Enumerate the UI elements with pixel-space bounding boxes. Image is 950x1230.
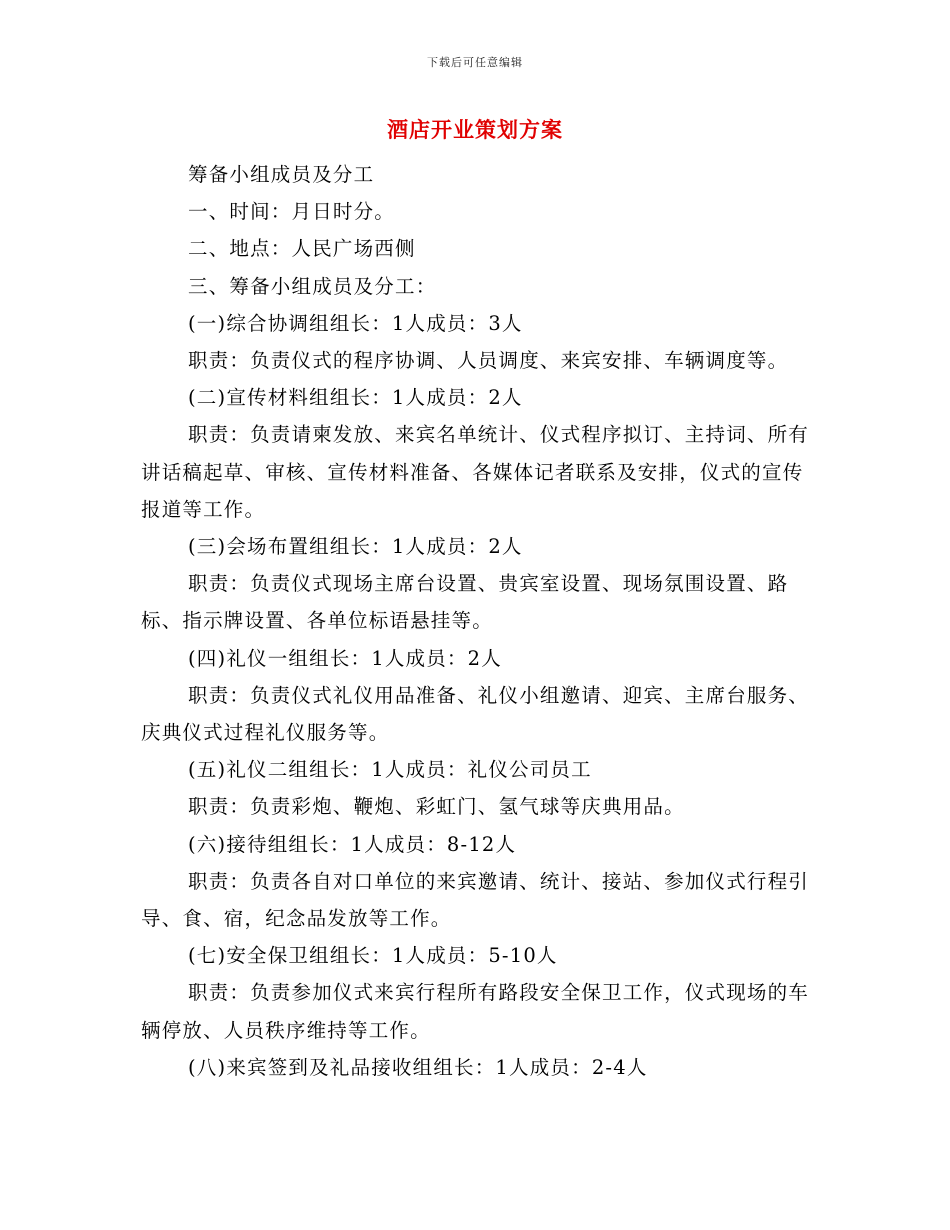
paragraph-group-1: (一)综合协调组组长：1人成员：3人	[188, 311, 523, 335]
paragraph-duty-6: 职责：负责各自对口单位的来宾邀请、统计、接站、参加仪式行程引导、食、宿，纪念品发放等工作。	[141, 869, 810, 931]
paragraph-group-3: (三)会场布置组组长：1人成员：2人	[188, 535, 523, 559]
paragraph-duty-7: 职责：负责参加仪式来宾行程所有路段安全保卫工作，仪式现场的车辆停放、人员秩序维持等工作。	[141, 981, 810, 1042]
paragraph-group-6: (六)接待组组长：1人成员：8-12人	[188, 832, 517, 856]
paragraph-members-heading: 三、筹备小组成员及分工：	[188, 274, 437, 298]
header-note: 下载后可任意编辑	[427, 56, 523, 69]
paragraph-group-4: (四)礼仪一组组长：1人成员：2人	[188, 646, 502, 670]
paragraph-group-8: (八)来宾签到及礼品接收组组长：1人成员：2-4人	[188, 1055, 648, 1079]
paragraph-duty-4: 职责：负责仪式礼仪用品准备、礼仪小组邀请、迎宾、主席台服务、庆典仪式过程礼仪服务等。	[141, 683, 810, 745]
paragraph-group-5: (五)礼仪二组组长：1人成员：礼仪公司员工	[188, 758, 592, 782]
paragraph-duty-5: 职责：负责彩炮、鞭炮、彩虹门、氢气球等庆典用品。	[188, 795, 685, 819]
paragraph-time: 一、时间：月日时分。	[188, 200, 396, 224]
paragraph-group-2: (二)宣传材料组组长：1人成员：2人	[188, 386, 523, 410]
paragraph-group-7: (七)安全保卫组组长：1人成员：5-10人	[188, 944, 558, 968]
document-title: 酒店开业策划方案	[387, 117, 563, 142]
paragraph-duty-1: 职责：负责仪式的程序协调、人员调度、来宾安排、车辆调度等。	[188, 349, 789, 373]
document-body	[141, 156, 821, 1086]
paragraph-prep-group: 筹备小组成员及分工	[188, 163, 375, 186]
paragraph-location: 二、地点：人民广场西侧	[188, 237, 416, 261]
paragraph-duty-2: 职责：负责请柬发放、来宾名单统计、仪式程序拟订、主持词、所有讲话稿起草、审核、宣传材料准备、各媒体记者联系及安排，仪式的宣传报道等工作。	[141, 423, 810, 521]
paragraph-duty-3: 职责：负责仪式现场主席台设置、贵宾室设置、现场氛围设置、路标、指示牌设置、各单位标语悬挂等。	[141, 572, 789, 633]
